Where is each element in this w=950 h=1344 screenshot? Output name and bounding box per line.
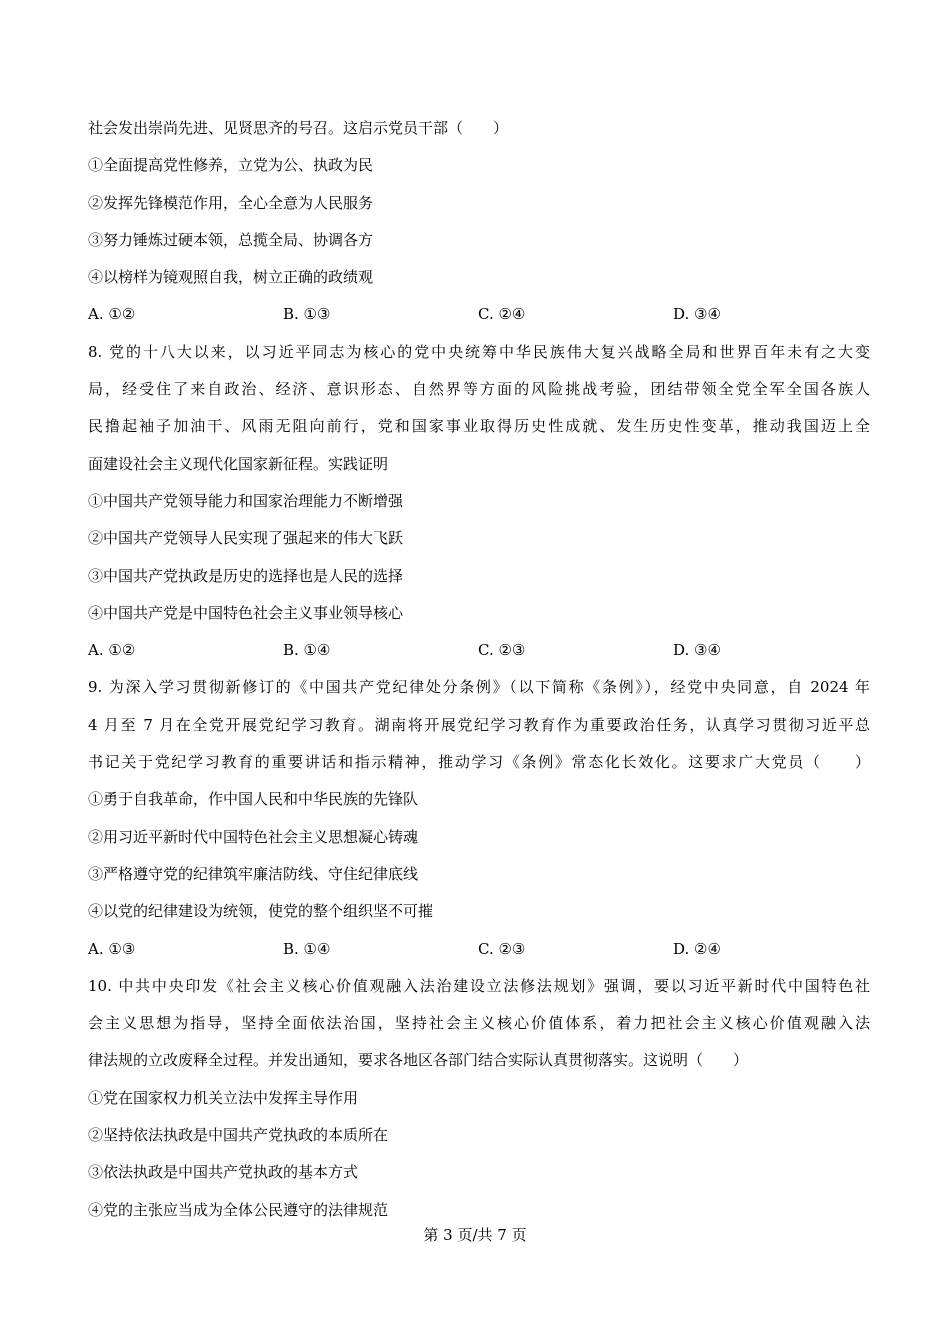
q9-options <box>88 931 870 968</box>
q8-option-b: B. ①④ <box>283 641 331 660</box>
q10-item-2: ②坚持依法执政是中国共产党执政的本质所在 <box>88 1126 389 1145</box>
q8-option-c: C. ②③ <box>478 641 526 660</box>
q8-option-a: A. ①② <box>88 641 136 660</box>
q9-item-1: ①勇于自我革命，作中国人民和中华民族的先锋队 <box>88 790 419 809</box>
q7-item-4: ④以榜样为镜观照自我，树立正确的政绩观 <box>88 268 374 287</box>
q10-item-1: ①党在国家权力机关立法中发挥主导作用 <box>88 1088 359 1107</box>
q9-option-a: A. ①③ <box>88 939 136 958</box>
q10-item-3: ③依法执政是中国共产党执政的基本方式 <box>88 1163 359 1182</box>
q7-option-a: A. ①② <box>88 305 136 324</box>
q8-item-2: ②中国共产党领导人民实现了强起来的伟大飞跃 <box>88 529 404 548</box>
q7-item-2: ②发挥先锋模范作用，全心全意为人民服务 <box>88 193 374 212</box>
page-number-label: 第 3 页/共 7 页 <box>423 1226 527 1244</box>
q9-stem-line-3: 书记关于党纪学习教育的重要讲话和指示精神，推动学习《条例》常态化长效化。这要求广大党员（ ） <box>88 753 870 772</box>
q8-item-4: ④中国共产党是中国特色社会主义事业领导核心 <box>88 603 404 622</box>
q7-item-1: ①全面提高党性修养，立党为公、执政为民 <box>88 156 374 175</box>
q9-stem-line-2: 4 月至 7 月在全党开展党纪学习教育。湖南将开展党纪学习教育作为重要政治任务，认真学习贯彻习近平总 <box>88 715 870 734</box>
q9-option-d: D. ②④ <box>673 939 721 958</box>
q7-option-c: C. ②④ <box>478 305 526 324</box>
q10-stem-line-1: 10. 中共中央印发《社会主义核心价值观融入法治建设立法修法规划》强调，要以习近平新时代中国特色社 <box>88 976 870 995</box>
q10-stem-line-2: 会主义思想为指导，坚持全面依法治国，坚持社会主义核心价值体系，着力把社会主义核心价值观融入法 <box>88 1014 870 1033</box>
q7-option-d: D. ③④ <box>673 305 721 324</box>
q8-option-d: D. ③④ <box>673 641 721 660</box>
page-footer <box>0 1224 950 1246</box>
q9-item-4: ④以党的纪律建设为统领，使党的整个组织坚不可摧 <box>88 902 434 921</box>
q9-stem-line-1: 9. 为深入学习贯彻新修订的《中国共产党纪律处分条例》（以下简称《条例》），经党中央同意，自 2024 年 <box>88 678 870 697</box>
q8-item-3: ③中国共产党执政是历史的选择也是人民的选择 <box>88 566 404 585</box>
page-content <box>88 110 870 1229</box>
q10-stem-line-3: 律法规的立改废释全过程。并发出通知，要求各地区各部门结合实际认真贯彻落实。这说明（ ） <box>88 1051 749 1070</box>
q10-item-4: ④党的主张应当成为全体公民遵守的法律规范 <box>88 1200 389 1219</box>
q8-stem-line-3: 民撸起袖子加油干、风雨无阻向前行，党和国家事业取得历史性成就、发生历史性变革，推动我国迈上全 <box>88 417 870 436</box>
q9-option-c: C. ②③ <box>478 939 526 958</box>
q7-item-3: ③努力锤炼过硬本领，总揽全局、协调各方 <box>88 230 374 249</box>
q9-item-3: ③严格遵守党的纪律筑牢廉洁防线、守住纪律底线 <box>88 864 419 883</box>
q8-options <box>88 632 870 669</box>
q9-item-2: ②用习近平新时代中国特色社会主义思想凝心铸魂 <box>88 827 419 846</box>
q8-stem-line-4: 面建设社会主义现代化国家新征程。实践证明 <box>88 454 389 473</box>
q7-stem-tail: 社会发出崇尚先进、见贤思齐的号召。这启示党员干部（ ） <box>88 119 509 137</box>
q8-stem-line-2: 局，经受住了来自政治、经济、意识形态、自然界等方面的风险挑战考验，团结带领全党全军全国各族人 <box>88 380 870 399</box>
q7-options <box>88 296 870 333</box>
q8-stem-line-1: 8. 党的十八大以来，以习近平同志为核心的党中央统筹中华民族伟大复兴战略全局和世界百年未有之大变 <box>88 342 870 361</box>
q9-option-b: B. ①④ <box>283 939 331 958</box>
q8-item-1: ①中国共产党领导能力和国家治理能力不断增强 <box>88 491 404 510</box>
q7-option-b: B. ①③ <box>283 305 331 324</box>
